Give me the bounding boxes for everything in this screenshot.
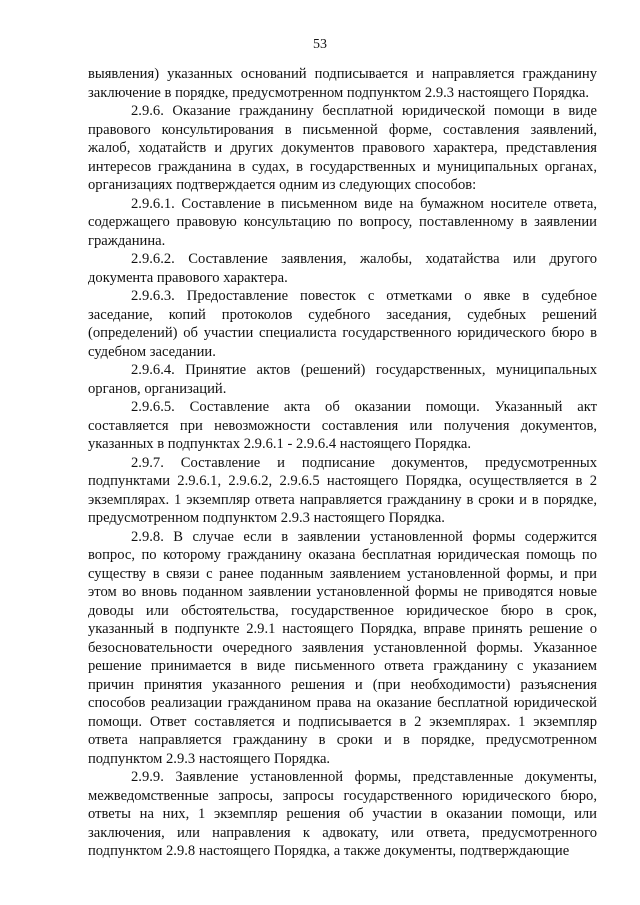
- paragraph-continuation: выявления) указанных оснований подписывается и направляется гражданину заключение в порядке, предусмотренном подпунктом 2.9.3 настоящего Порядка.: [88, 66, 597, 101]
- paragraph-2-9-6-3: 2.9.6.3. Предоставление повесток с отметками о явке в судебное заседание, копий протоколов судебного заседания, судебных решений (определений) об участии специалиста государственного юридического бюро в судебном заседании.: [88, 288, 597, 360]
- paragraph-2-9-9: 2.9.9. Заявление установленной формы, представленные документы, межведомственные запросы, запросы государственного юридического бюро, ответы на них, 1 экземпляр решения об участии в оказании помощи, или заключения, или направления к адвокату, или ответа, предусмотренного подпунктом 2.9.8 настоящего Порядка, а также документы, подтверждающие: [88, 769, 597, 859]
- paragraph-2-9-6-5: 2.9.6.5. Составление акта об оказании помощи. Указанный акт составляется при невозможности составления или получения документов, указанных в подпунктах 2.9.6.1 - 2.9.6.4 настоящего Порядка.: [88, 399, 597, 452]
- document-body: [88, 65, 597, 861]
- paragraph-2-9-6-1: 2.9.6.1. Составление в письменном виде на бумажном носителе ответа, содержащего правовую консультацию по вопросу, поставленному в заявлении гражданина.: [88, 195, 597, 249]
- paragraph-2-9-7: 2.9.7. Составление и подписание документов, предусмотренных подпунктами 2.9.6.1, 2.9.6.2, 2.9.6.5 настоящего Порядка, осуществляется в 2 экземплярах. 1 экземпляр ответа направляется гражданину в сроки и в порядке, предусмотренном подпунктом 2.9.3 настоящего Порядка.: [88, 454, 597, 526]
- paragraph-2-9-6-4: 2.9.6.4. Принятие актов (решений) государственных, муниципальных органов, организаций.: [88, 362, 597, 397]
- paragraph-2-9-8: 2.9.8. В случае если в заявлении установленной формы содержится вопрос, по которому гражданину оказана бесплатная юридическая помощь по существу в связи с ранее поданным заявлением установленной формы, и при этом во вновь поданном заявлении установленной формы не приводятся новые доводы или обстоятельства, государственное юридическое бюро в срок, указанный в подпункте 2.9.1 настоящего Порядка, вправе принять решение о безосновательности очередного заявления установленной формы. Указанное решение принимается в виде письменного ответа гражданину с указанием причин принятия указанного решения и (при необходимости) разъяснения способов реализации гражданином права на оказание бесплатной юридической помощи. Ответ составляется и подписывается в 2 экземплярах. 1 экземпляр ответа направляется гражданину в сроки и в порядке, предусмотренном подпунктом 2.9.3 настоящего Порядка.: [88, 528, 597, 767]
- paragraph-2-9-6: 2.9.6. Оказание гражданину бесплатной юридической помощи в виде правового консультирования в письменной форме, составления заявлений, жалоб, ходатайств и других документов правового характера, представления интересов гражданина в судах, в государственных и муниципальных органах, организациях подтверждается одним из следующих способов:: [88, 103, 597, 193]
- page-number: 53: [313, 37, 327, 52]
- paragraph-2-9-6-2: 2.9.6.2. Составление заявления, жалобы, ходатайства или другого документа правового характера.: [88, 251, 597, 286]
